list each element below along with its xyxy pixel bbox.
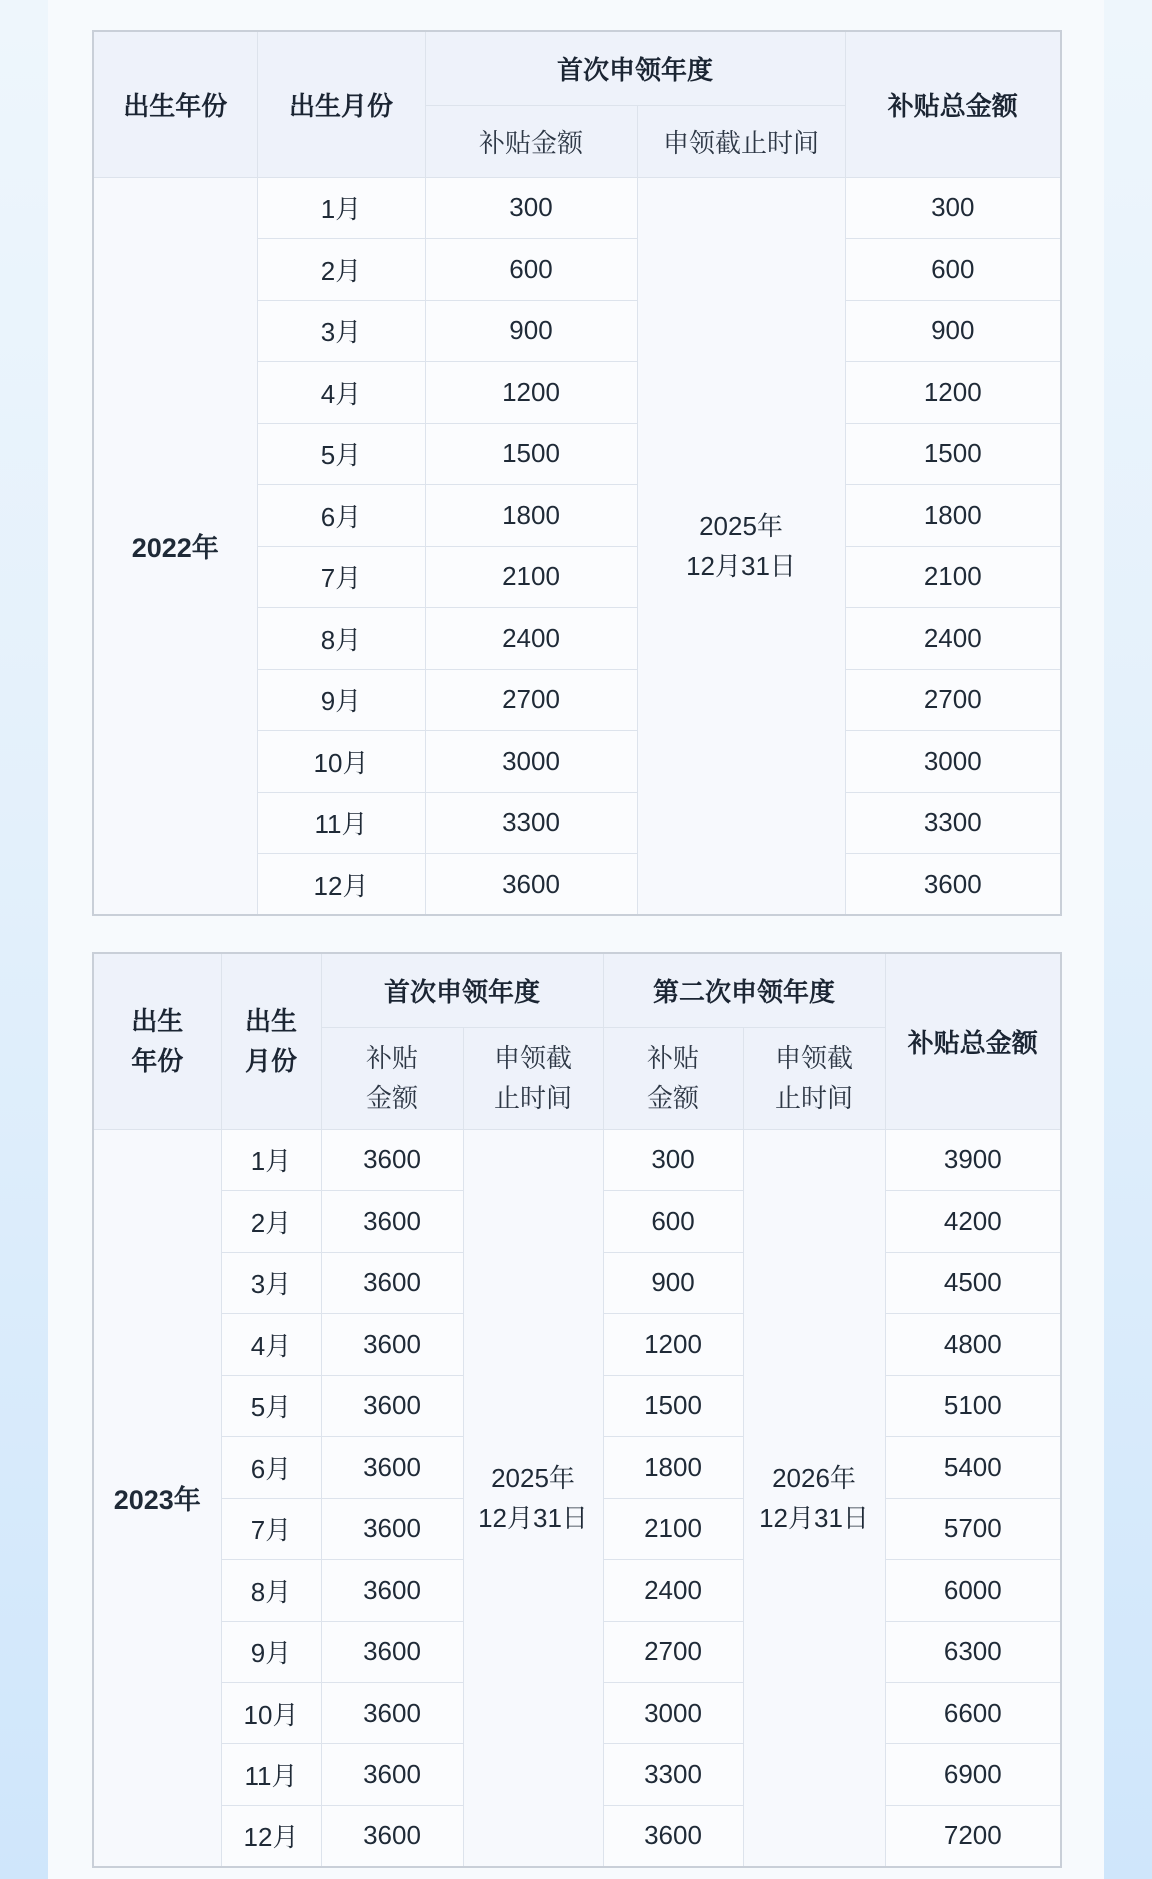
total-amount-cell: 3900 [885, 1129, 1061, 1190]
total-amount-cell: 5700 [885, 1498, 1061, 1559]
second-claim-deadline-cell-line2: 12月31日 [759, 1502, 869, 1533]
header-birth-month-line2: 月份 [244, 1046, 297, 1077]
total-amount-cell: 900 [845, 300, 1061, 362]
total-amount-cell: 1200 [845, 362, 1061, 424]
first-subsidy-amount-cell: 3600 [321, 1252, 463, 1313]
total-amount-cell: 3300 [845, 792, 1061, 854]
header-second-deadline-line2: 止时间 [775, 1083, 854, 1114]
first-subsidy-amount-cell: 3600 [321, 1375, 463, 1436]
header-birth-year-line2: 年份 [131, 1046, 184, 1077]
total-amount-cell: 4500 [885, 1252, 1061, 1313]
header-total-amount: 补贴总金额 [885, 953, 1061, 1129]
header-birth-month-line1: 出生 [244, 1006, 297, 1037]
month-cell: 9月 [221, 1621, 321, 1682]
subsidy-amount-cell: 300 [425, 177, 637, 239]
total-amount-cell: 2100 [845, 546, 1061, 608]
second-subsidy-amount-cell: 2400 [603, 1560, 743, 1621]
month-cell: 10月 [257, 731, 425, 793]
subsidy-amount-cell: 3600 [425, 854, 637, 916]
subsidy-amount-cell: 900 [425, 300, 637, 362]
header-birth-year: 出生年份 [93, 31, 257, 177]
birth-year-cell: 2023年 [93, 1129, 221, 1867]
header-second-amount-line1: 补贴 [647, 1043, 700, 1074]
first-subsidy-amount-cell: 3600 [321, 1621, 463, 1682]
month-cell: 4月 [257, 362, 425, 424]
month-cell: 11月 [257, 792, 425, 854]
month-cell: 6月 [221, 1437, 321, 1498]
total-amount-cell: 4800 [885, 1314, 1061, 1375]
header-birth-month: 出生月份 [257, 31, 425, 177]
subsidy-amount-cell: 3000 [425, 731, 637, 793]
subsidy-table-2022 [92, 30, 1062, 916]
claim-deadline-cell-line1: 2025年 [699, 510, 783, 541]
total-amount-cell: 1500 [845, 423, 1061, 485]
month-cell: 4月 [221, 1314, 321, 1375]
total-amount-cell: 600 [845, 239, 1061, 301]
table-row [93, 1129, 1061, 1190]
month-cell: 12月 [257, 854, 425, 916]
subsidy-amount-cell: 2700 [425, 669, 637, 731]
month-cell: 10月 [221, 1682, 321, 1743]
total-amount-cell: 7200 [885, 1805, 1061, 1867]
second-subsidy-amount-cell: 3300 [603, 1744, 743, 1805]
header-first-amount-line2: 金额 [365, 1083, 418, 1114]
header-birth-month [221, 953, 321, 1129]
second-subsidy-amount-cell: 1200 [603, 1314, 743, 1375]
first-claim-deadline-cell-line1: 2025年 [491, 1462, 575, 1493]
header-subsidy-amount: 补贴金额 [425, 105, 637, 177]
month-cell: 1月 [257, 177, 425, 239]
first-subsidy-amount-cell: 3600 [321, 1437, 463, 1498]
first-claim-deadline-cell [463, 1129, 603, 1867]
header-first-claim-year: 首次申领年度 [425, 31, 845, 105]
header-first-deadline-line1: 申领截 [494, 1043, 573, 1074]
birth-year-cell: 2022年 [93, 177, 257, 915]
total-amount-cell: 5100 [885, 1375, 1061, 1436]
header-second-claim-year: 第二次申领年度 [603, 953, 885, 1027]
month-cell: 8月 [257, 608, 425, 670]
month-cell: 2月 [221, 1191, 321, 1252]
total-amount-cell: 3000 [845, 731, 1061, 793]
second-claim-deadline-cell-line1: 2026年 [772, 1462, 856, 1493]
total-amount-cell: 1800 [845, 485, 1061, 547]
month-cell: 5月 [221, 1375, 321, 1436]
claim-deadline-cell-line2: 12月31日 [686, 550, 796, 581]
second-subsidy-amount-cell: 600 [603, 1191, 743, 1252]
claim-deadline-cell [637, 177, 845, 915]
total-amount-cell: 6000 [885, 1560, 1061, 1621]
total-amount-cell: 6300 [885, 1621, 1061, 1682]
first-subsidy-amount-cell: 3600 [321, 1744, 463, 1805]
month-cell: 3月 [257, 300, 425, 362]
second-subsidy-amount-cell: 300 [603, 1129, 743, 1190]
second-subsidy-amount-cell: 1800 [603, 1437, 743, 1498]
second-claim-deadline-cell [743, 1129, 885, 1867]
second-subsidy-amount-cell: 2700 [603, 1621, 743, 1682]
month-cell: 12月 [221, 1805, 321, 1867]
total-amount-cell: 6900 [885, 1744, 1061, 1805]
month-cell: 8月 [221, 1560, 321, 1621]
header-second-deadline-line1: 申领截 [775, 1043, 854, 1074]
first-subsidy-amount-cell: 3600 [321, 1805, 463, 1867]
header-second-claim-deadline [743, 1027, 885, 1129]
first-subsidy-amount-cell: 3600 [321, 1191, 463, 1252]
second-subsidy-amount-cell: 2100 [603, 1498, 743, 1559]
header-birth-year [93, 953, 221, 1129]
first-subsidy-amount-cell: 3600 [321, 1682, 463, 1743]
total-amount-cell: 6600 [885, 1682, 1061, 1743]
header-birth-year-line1: 出生 [131, 1006, 184, 1037]
total-amount-cell: 3600 [845, 854, 1061, 916]
total-amount-cell: 300 [845, 177, 1061, 239]
subsidy-table-2023 [92, 952, 1062, 1868]
total-amount-cell: 2400 [845, 608, 1061, 670]
header-second-subsidy-amount [603, 1027, 743, 1129]
header-first-amount-line1: 补贴 [365, 1043, 418, 1074]
first-subsidy-amount-cell: 3600 [321, 1498, 463, 1559]
month-cell: 7月 [257, 546, 425, 608]
total-amount-cell: 2700 [845, 669, 1061, 731]
subsidy-amount-cell: 1800 [425, 485, 637, 547]
subsidy-amount-cell: 2100 [425, 546, 637, 608]
month-cell: 1月 [221, 1129, 321, 1190]
total-amount-cell: 4200 [885, 1191, 1061, 1252]
month-cell: 5月 [257, 423, 425, 485]
subsidy-amount-cell: 600 [425, 239, 637, 301]
first-subsidy-amount-cell: 3600 [321, 1560, 463, 1621]
subsidy-amount-cell: 2400 [425, 608, 637, 670]
subsidy-amount-cell: 1200 [425, 362, 637, 424]
total-amount-cell: 5400 [885, 1437, 1061, 1498]
second-subsidy-amount-cell: 900 [603, 1252, 743, 1313]
second-subsidy-amount-cell: 1500 [603, 1375, 743, 1436]
month-cell: 3月 [221, 1252, 321, 1313]
month-cell: 7月 [221, 1498, 321, 1559]
header-first-claim-year: 首次申领年度 [321, 953, 603, 1027]
first-subsidy-amount-cell: 3600 [321, 1129, 463, 1190]
first-claim-deadline-cell-line2: 12月31日 [478, 1502, 588, 1533]
subsidy-amount-cell: 1500 [425, 423, 637, 485]
header-second-amount-line2: 金额 [647, 1083, 700, 1114]
month-cell: 2月 [257, 239, 425, 301]
subsidy-amount-cell: 3300 [425, 792, 637, 854]
second-subsidy-amount-cell: 3600 [603, 1805, 743, 1867]
header-claim-deadline: 申领截止时间 [637, 105, 845, 177]
table-row [93, 177, 1061, 239]
header-first-subsidy-amount [321, 1027, 463, 1129]
month-cell: 11月 [221, 1744, 321, 1805]
month-cell: 6月 [257, 485, 425, 547]
first-subsidy-amount-cell: 3600 [321, 1314, 463, 1375]
second-subsidy-amount-cell: 3000 [603, 1682, 743, 1743]
header-first-claim-deadline [463, 1027, 603, 1129]
header-total-amount: 补贴总金额 [845, 31, 1061, 177]
header-first-deadline-line2: 止时间 [494, 1083, 573, 1114]
month-cell: 9月 [257, 669, 425, 731]
